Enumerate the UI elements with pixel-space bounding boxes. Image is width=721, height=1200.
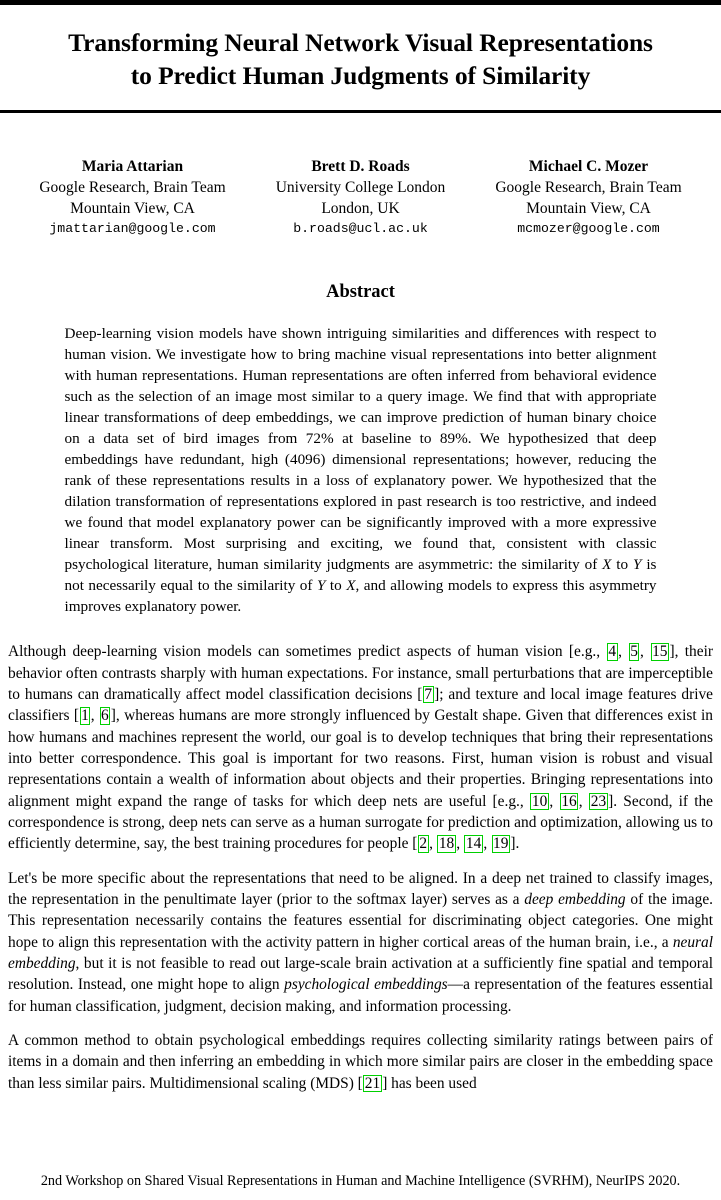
author-email[interactable]: jmattarian@google.com	[49, 221, 216, 237]
citation-link[interactable]: 6	[101, 707, 109, 725]
math-variable-y: Y	[633, 556, 642, 574]
title-line-2: to Predict Human Judgments of Similarity	[130, 61, 591, 91]
page-title	[8, 0, 713, 92]
abstract-heading: Abstract	[326, 281, 395, 302]
author-email[interactable]: mcmozer@google.com	[517, 221, 660, 237]
abstract-text-part-2: , and allowing models to express this asymmetry improves explanatory power.	[64, 577, 657, 616]
p1-segment-4: ], whereas humans are more strongly influenced by Gestalt shape. Given that differences exist in how humans and machines represent the world, our goal is to develop techniques that bring their representations into better correspondence. This goal is important for two reasons. First, human vision is robust and visual representations contain a wealth of information about objects and their properties. Bringing representations into alignment might expand the range of tasks for which deep nets are useful [e.g.,	[8, 707, 713, 810]
author-location: Mountain View, CA	[70, 199, 195, 217]
abstract-text-mid-2: is not necessarily equal to the similarity of	[64, 556, 657, 595]
emphasis-psychological-embeddings: psychological embeddings	[284, 976, 448, 994]
title-line-1: Transforming Neural Network Visual Representations	[68, 28, 653, 57]
footer-venue: 2nd Workshop on Shared Visual Representations in Human and Machine Intelligence (SVRHM), NeurIPS 2020.	[40, 1173, 681, 1189]
citation-link[interactable]: 7	[424, 685, 433, 703]
p1-separator-2: ,	[639, 643, 651, 661]
p1-separator-4: ,	[549, 792, 560, 810]
paragraph-3	[8, 1030, 713, 1094]
math-variable-x: X	[346, 577, 356, 595]
author-column-1	[19, 157, 247, 237]
p1-separator-6: ,	[429, 835, 437, 853]
citation-link[interactable]: 18	[438, 835, 455, 853]
author-affiliation: Google Research, Brain Team	[39, 178, 226, 196]
p3-segment-2: ] has been used	[382, 1074, 477, 1092]
p2-segment-1: Let's be more specific about the representations that need to be aligned. In a deep net trained to classify images, the representation in the penultimate layer (prior to the softmax layer) serves as a	[8, 869, 713, 908]
p1-segment-5: ]. Second, if the correspondence is strong, deep nets can serve as a human surrogate for prediction and optimization, allowing us to efficiently determine, say, the best training procedures for people [	[8, 792, 714, 853]
title-divider	[0, 110, 721, 113]
author-email[interactable]: b.roads@ucl.ac.uk	[293, 221, 428, 237]
p1-segment-1: Although deep-learning vision models can sometimes predict aspects of human vision [e.g.,	[8, 643, 607, 661]
author-location: Mountain View, CA	[526, 199, 651, 217]
abstract-text-mid-1: to	[611, 556, 633, 574]
citation-link[interactable]: 14	[465, 835, 482, 853]
abstract-text-mid-3: to	[325, 577, 347, 595]
author-block	[8, 157, 713, 237]
p1-separator-1: ,	[618, 643, 629, 661]
citation-link[interactable]: 15	[652, 643, 668, 661]
p1-separator-5: ,	[578, 792, 589, 810]
body-text	[8, 641, 713, 1094]
author-column-2	[247, 157, 475, 237]
author-affiliation: Google Research, Brain Team	[495, 178, 682, 196]
p1-separator-7: ,	[456, 835, 464, 853]
citation-link[interactable]: 1	[81, 707, 89, 725]
paragraph-1	[8, 641, 713, 854]
p1-segment-2: ], their behavior often contrasts sharply with human expectations. For instance, small perturbations that are imperceptible to humans can dramatically affect model classification decisions [	[8, 643, 713, 703]
citation-link[interactable]: 2	[419, 835, 428, 853]
citation-link[interactable]: 4	[608, 643, 617, 661]
p2-segment-4: —a representation of the features essential for human classification, judgment, decision making, and information processing.	[8, 976, 713, 1015]
author-affiliation: University College London	[275, 178, 446, 196]
citation-link[interactable]: 19	[493, 835, 509, 853]
author-name: Maria Attarian	[81, 158, 184, 176]
math-variable-x: X	[602, 556, 612, 574]
p1-segment-6: ].	[510, 835, 520, 853]
author-name: Brett D. Roads	[311, 158, 410, 176]
author-name: Michael C. Mozer	[528, 158, 649, 176]
citation-link[interactable]: 10	[531, 792, 548, 810]
abstract-body	[65, 323, 657, 618]
citation-link[interactable]: 5	[630, 643, 638, 661]
page-top-rule	[0, 0, 721, 5]
p1-separator-3: ,	[90, 707, 100, 725]
paragraph-2	[8, 868, 713, 1017]
emphasis-deep-embedding: deep embedding	[524, 890, 626, 908]
citation-link[interactable]: 21	[364, 1074, 381, 1092]
emphasis-neural-embedding: neural embedding	[8, 933, 713, 972]
citation-link[interactable]: 16	[561, 792, 577, 810]
p1-segment-3: ]; and texture and local image features drive classifiers [	[8, 685, 713, 725]
p2-segment-3: , but it is not feasible to read out large-scale brain activation at a sufficiently fine spatial and temporal resolution. Instead, one might hope to align	[8, 954, 713, 994]
p2-segment-2: of the image. This representation necessarily contains the features essential for discriminating object categories. One might hope to align this representation with the activity pattern in higher cortical areas of the human brain, i.e., a	[8, 890, 713, 951]
abstract-text-part-1: Deep-learning vision models have shown intriguing similarities and differences with respect to human vision. We investigate how to bring machine visual representations into better alignment with human representations. Human representations are often inferred from behavioral evidence such as the selection of an image most similar to a query image. We find that with appropriate linear transformations of deep embeddings, we can improve prediction of human binary choice on a data set of bird images from 72% at baseline to 89%. We hypothesized that deep embeddings have redundant, high (4096) dimensional representations; however, reducing the rank of these representations results in a loss of explanatory power. We hypothesized that the dilation transformation of representations explored in past research is too restrictive, and indeed we found that model explanatory power can be significantly improved with a more expressive linear transform. Most surprising and exciting, we found that, consistent with classic psychological literature, human similarity judgments are asymmetric: the similarity of	[64, 324, 657, 574]
citation-link[interactable]: 23	[590, 792, 607, 810]
author-column-3	[475, 157, 703, 237]
math-variable-y: Y	[316, 577, 326, 595]
p3-segment-1: A common method to obtain psychological embeddings requires collecting similarity ratings between pairs of items in a domain and then inferring an embedding in which more similar pairs are closer in the embedding space than less similar pairs. Multidimensional scaling (MDS) [	[8, 1031, 713, 1092]
p1-separator-8: ,	[483, 835, 492, 853]
author-location: London, UK	[321, 199, 400, 217]
